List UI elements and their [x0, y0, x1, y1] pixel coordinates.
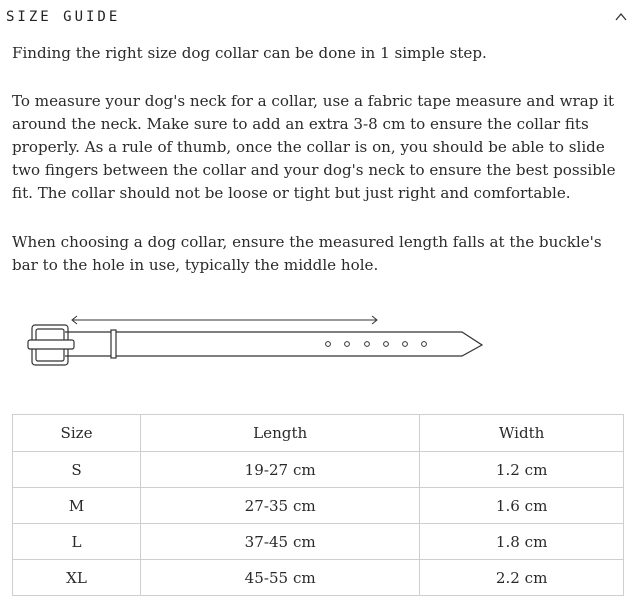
size-guide-title: SIZE GUIDE: [6, 9, 121, 25]
table-row: [13, 560, 624, 596]
intro-text: Finding the right size dog collar can be done in 1 simple step.: [12, 44, 487, 62]
cell-width: 2.2 cm: [420, 560, 624, 596]
table-row: [13, 488, 624, 524]
table-header-row: [13, 415, 624, 452]
collar-measurement-illustration: [25, 310, 495, 374]
choosing-instructions-text: When choosing a dog collar, ensure the measured length falls at the buckle's bar to the hole in use, typically the middle hole.: [12, 233, 602, 274]
table-row: [13, 524, 624, 560]
collar-buckle: [28, 325, 74, 365]
cell-size: S: [13, 452, 141, 488]
size-guide-header[interactable]: [0, 0, 632, 34]
collar-keeper: [111, 330, 116, 358]
size-chart-table: [12, 414, 624, 596]
cell-width: 1.2 cm: [420, 452, 624, 488]
cell-length: 37-45 cm: [141, 524, 420, 560]
header-width: Width: [420, 415, 624, 452]
chevron-up-icon[interactable]: [614, 10, 628, 24]
collar-holes: [326, 342, 427, 347]
cell-length: 45-55 cm: [141, 560, 420, 596]
cell-size: XL: [13, 560, 141, 596]
header-length: Length: [141, 415, 420, 452]
cell-length: 27-35 cm: [141, 488, 420, 524]
measure-instructions-text: To measure your dog's neck for a collar, use a fabric tape measure and wrap it around the neck. Make sure to add an extra 3-8 cm to ensure the collar fits properly. As a rule of thumb, once the collar is on, you should be able to slide two fingers between the collar and your dog's neck to ensure the best possible fit. The collar should not be loose or tight but just right and comfortable.: [12, 92, 616, 202]
cell-width: 1.8 cm: [420, 524, 624, 560]
cell-width: 1.6 cm: [420, 488, 624, 524]
cell-size: L: [13, 524, 141, 560]
cell-length: 19-27 cm: [141, 452, 420, 488]
measurement-arrow: [72, 316, 377, 324]
table-row: [13, 452, 624, 488]
collar-strap: [65, 332, 482, 356]
cell-size: M: [13, 488, 141, 524]
header-size: Size: [13, 415, 141, 452]
